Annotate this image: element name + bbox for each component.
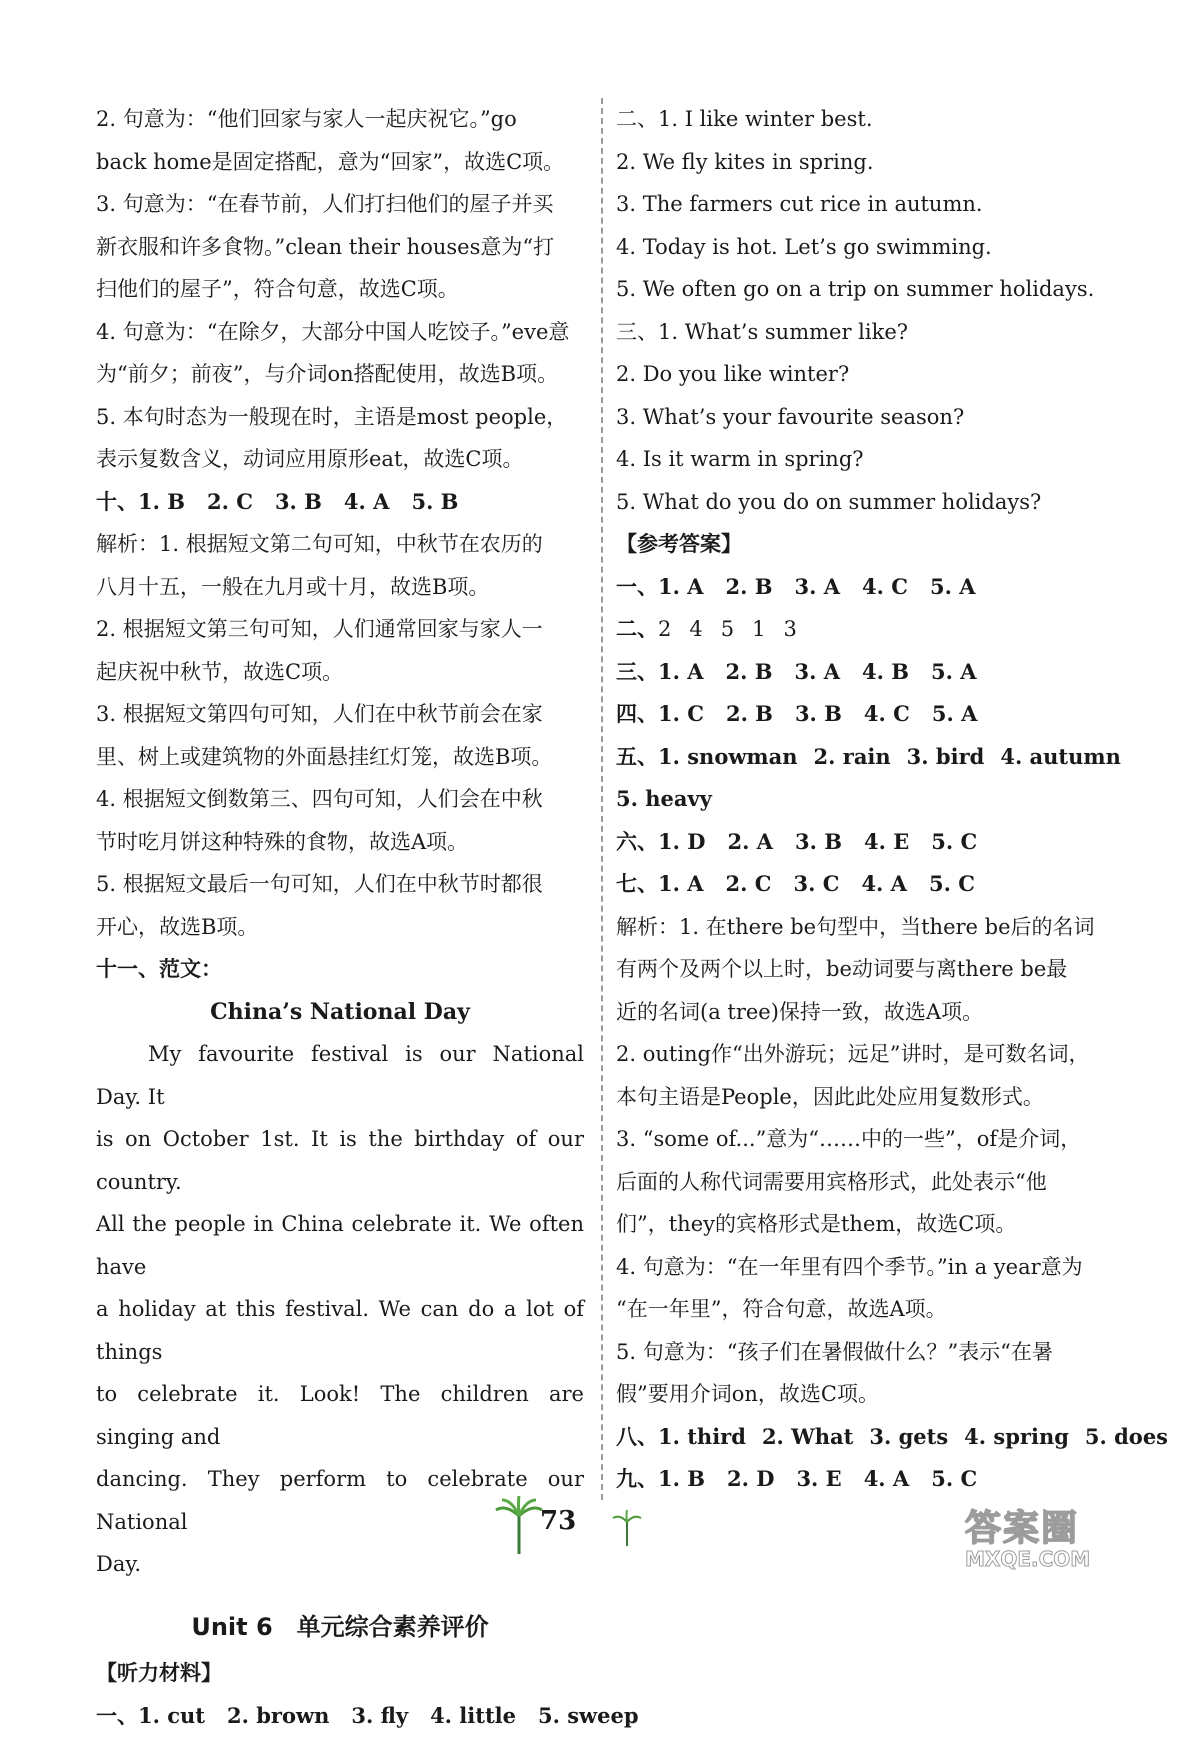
- analysis-line: 有两个及两个以上时，be动词要与离there be最: [616, 948, 1112, 991]
- answer-row: 三、1. A 2. B 3. A 4. B 5. A: [616, 651, 1112, 694]
- text-line: 新衣服和许多食物。”clean their houses意为“打: [96, 226, 584, 269]
- essay-line: dancing. They perform to celebrate our National: [96, 1458, 584, 1543]
- listening-line: 5. We often go on a trip on summer holidays.: [616, 268, 1112, 311]
- analysis-line: 5. 句意为：“孩子们在暑假做什么？”表示“在暑: [616, 1331, 1112, 1374]
- listening-line: 4. Is it warm in spring?: [616, 438, 1112, 481]
- analysis-line: 后面的人称代词需要用宾格形式，此处表示“他: [616, 1161, 1112, 1204]
- section-11-heading: 十一、范文：: [96, 948, 584, 991]
- answer-row: 一、1. A 2. B 3. A 4. C 5. A: [616, 566, 1112, 609]
- answer-row: 七、1. A 2. C 3. C 4. A 5. C: [616, 863, 1112, 906]
- listening-heading: 【听力材料】: [96, 1652, 584, 1695]
- analysis-line: 解析：1. 根据短文第二句可知，中秋节在农历的: [96, 523, 584, 566]
- analysis-line: 里、树上或建筑物的外面悬挂红灯笼，故选B项。: [96, 736, 584, 779]
- listening-line: 三、1. What’s summer like?: [616, 311, 1112, 354]
- essay-line: Day.: [96, 1543, 584, 1586]
- analysis-line: 假”要用介词on，故选C项。: [616, 1373, 1112, 1416]
- analysis-line: 近的名词(a tree)保持一致，故选A项。: [616, 991, 1112, 1034]
- listening-line: 二、1. I like winter best.: [616, 98, 1112, 141]
- text-line: 5. 本句时态为一般现在时，主语是most people，: [96, 396, 584, 439]
- analysis-line: 4. 句意为：“在一年里有四个季节。”in a year意为: [616, 1246, 1112, 1289]
- answer-row: 五、1. snowman 2. rain 3. bird 4. autumn: [616, 736, 1112, 779]
- text-line: 表示复数含义，动词应用原形eat，故选C项。: [96, 438, 584, 481]
- text-line: 2. 句意为：“他们回家与家人一起庆祝它。”go: [96, 98, 584, 141]
- listening-line: 3. What’s your favourite season?: [616, 396, 1112, 439]
- answer-row-8: 八、1. third 2. What 3. gets 4. spring 5. does: [616, 1416, 1112, 1459]
- text-line: 4. 句意为：“在除夕，大部分中国人吃饺子。”eve意: [96, 311, 584, 354]
- answer-row: 六、1. D 2. A 3. B 4. E 5. C: [616, 821, 1112, 864]
- left-column: [96, 98, 584, 1737]
- page-number: 73: [540, 1506, 576, 1536]
- answer-row: 5. heavy: [616, 778, 1112, 821]
- analysis-line: 起庆祝中秋节，故选C项。: [96, 651, 584, 694]
- listening-line: 3. The farmers cut rice in autumn.: [616, 183, 1112, 226]
- text-line: 3. 句意为：“在春节前，人们打扫他们的屋子并买: [96, 183, 584, 226]
- essay-line: a holiday at this festival. We can do a lot of things: [96, 1288, 584, 1373]
- analysis-line: 开心，故选B项。: [96, 906, 584, 949]
- listening-line: 2. Do you like winter?: [616, 353, 1112, 396]
- analysis-line: 5. 根据短文最后一句可知，人们在中秋节时都很: [96, 863, 584, 906]
- analysis-line: 3. “some of...”意为“……中的一些”，of是介词，: [616, 1118, 1112, 1161]
- analysis-line: “在一年里”，符合句意，故选A项。: [616, 1288, 1112, 1331]
- text-line: 为“前夕；前夜”，与介词on搭配使用，故选B项。: [96, 353, 584, 396]
- watermark-logo: [965, 1500, 1125, 1590]
- listening-row-1: 一、1. cut 2. brown 3. fly 4. little 5. sweep: [96, 1695, 584, 1737]
- right-column: [616, 98, 1112, 1501]
- analysis-line: 4. 根据短文倒数第三、四句可知，人们会在中秋: [96, 778, 584, 821]
- analysis-line: 解析：1. 在there be句型中，当there be后的名词: [616, 906, 1112, 949]
- answer-row-9: 九、1. B 2. D 3. E 4. A 5. C: [616, 1458, 1112, 1501]
- essay-line: All the people in China celebrate it. We often have: [96, 1203, 584, 1288]
- essay-line: is on October 1st. It is the birthday of our country.: [96, 1118, 584, 1203]
- text-line: back home是固定搭配，意为“回家”，故选C项。: [96, 141, 584, 184]
- listening-line: 2. We fly kites in spring.: [616, 141, 1112, 184]
- essay-title: China’s National Day: [96, 991, 584, 1034]
- column-divider: [601, 98, 603, 1500]
- text-line: 扫他们的屋子”，符合句意，故选C项。: [96, 268, 584, 311]
- listening-line: 4. Today is hot. Let’s go swimming.: [616, 226, 1112, 269]
- palm-tree-icon: [494, 1496, 544, 1554]
- essay-line: to celebrate it. Look! The children are singing and: [96, 1373, 584, 1458]
- analysis-line: 2. outing作“出外游玩；远足”讲时，是可数名词，: [616, 1033, 1112, 1076]
- answer-heading: 【参考答案】: [616, 523, 1112, 566]
- answer-row: 四、1. C 2. B 3. B 4. C 5. A: [616, 693, 1112, 736]
- analysis-line: 节时吃月饼这种特殊的食物，故选A项。: [96, 821, 584, 864]
- analysis-line: 八月十五，一般在九月或十月，故选B项。: [96, 566, 584, 609]
- analysis-line: 2. 根据短文第三句可知，人们通常回家与家人一: [96, 608, 584, 651]
- palm-tree-icon: [612, 1510, 642, 1546]
- answer-row-10: 十、1. B 2. C 3. B 4. A 5. B: [96, 481, 584, 524]
- unit-title: Unit 6 单元综合素养评价: [96, 1606, 584, 1649]
- watermark-url: MXQE.COM: [965, 1547, 1125, 1571]
- listening-line: 5. What do you do on summer holidays?: [616, 481, 1112, 524]
- watermark-text: 答案圈: [965, 1500, 1125, 1551]
- answer-row: 二、2 4 5 1 3: [616, 608, 1112, 651]
- essay-line: My favourite festival is our National Day. It: [96, 1033, 584, 1118]
- analysis-line: 们”，they的宾格形式是them，故选C项。: [616, 1203, 1112, 1246]
- analysis-line: 3. 根据短文第四句可知，人们在中秋节前会在家: [96, 693, 584, 736]
- analysis-line: 本句主语是People，因此此处应用复数形式。: [616, 1076, 1112, 1119]
